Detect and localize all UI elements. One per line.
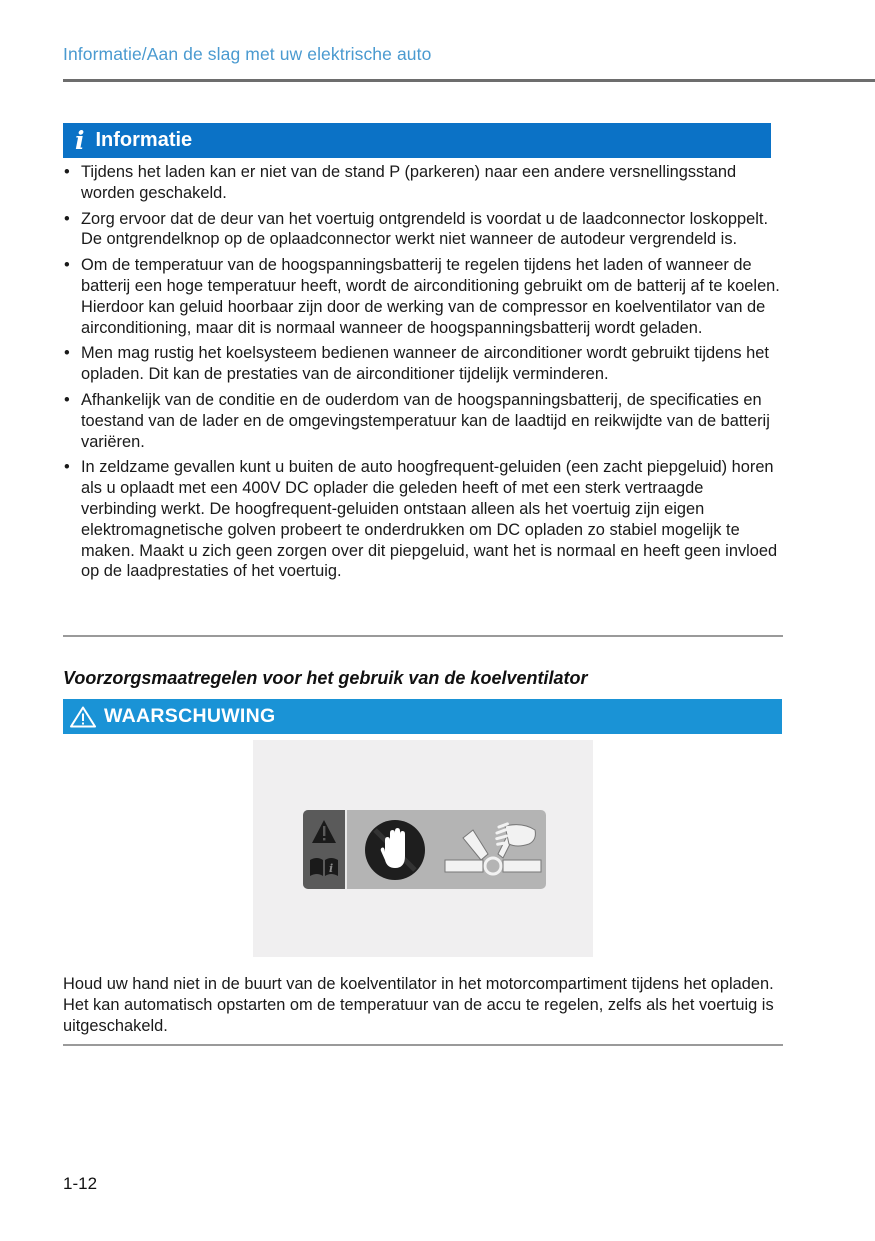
info-bullet-list [63,162,783,587]
info-box-title: Informatie [95,129,193,151]
info-icon: i [75,126,85,155]
info-bullet-item: • In zeldzame gevallen kunt u buiten de auto hoogfrequent-geluiden (een zacht piepgeluid) horen als u oplaadt met een 400V DC oplader die geleden heeft of met een sterk vertraagde verbinding werkt. De hoogfrequent-geluiden ontstaan alleen als het voertuig zijn eigen elektromagnetische golven probeert te onderdrukken om DC opladen zo stabiel mogelijk te maken. Maakt u zich geen zorgen over dit piepgeluid, want het is normaal en heeft geen invloed op de laadprestaties of het voertuig. [63,457,783,582]
header-rule [63,79,875,82]
svg-text:i: i [329,862,334,875]
warning-body-text: Houd uw hand niet in de buurt van de koelventilator in het motorcompartiment tijdens het opladen. Het kan automatisch opstarten om de temperatuur van de accu te regelen, zelfs als het voertuig is uitgeschakeld. [63,975,774,1035]
warning-label-figure [253,740,593,957]
warning-and-manual-icons [303,810,345,889]
page-number: 1-12 [63,1174,98,1193]
label-left-strip [303,810,347,889]
warning-box-title: WAARSCHUWING [104,705,276,727]
warning-triangle-icon [312,820,336,843]
warning-triangle-icon [70,706,96,728]
info-bullet-item: • Om de temperatuur van de hoogspanningsbatterij te regelen tijdens het laden of wanneer de batterij een hoge temperatuur heeft, wordt de airconditioning gebruikt om de batterij af te koelen. Hierdoor kan geluid hoorbaar zijn door de werking van de compressor en koelventilator van de airconditioning, maar dit is normaal wanneer de hoogspanningsbatterij wordt geladen. [63,255,783,338]
no-hand-prohibition-icon [363,818,427,882]
info-bullet-item: • Afhankelijk van de conditie en de ouderdom van de hoogspanningsbatterij, de specificaties en toestand van de lader en de omgevingstemperatuur kan de laadtijd en reikwijdte van de batterij variëren. [63,390,783,452]
info-bullet-item: • Zorg ervoor dat de deur van het voertuig ontgrendeld is voordat u de laadconnector loskoppelt. De ontgrendelknop op de oplaadconnector werkt niet wanneer de autodeur vergrendeld is. [63,209,783,251]
info-bullet-item: • Tijdens het laden kan er niet van de stand P (parkeren) naar een andere versnellingsstand worden geschakeld. [63,162,783,204]
info-box-bottom-rule [63,635,783,637]
fan-hand-hazard-icon [443,820,543,882]
manual-info-book-icon [310,858,338,876]
info-bullet-item: • Men mag rustig het koelsysteem bedienen wanneer de airconditioner wordt gebruikt tijdens het opladen. Dit kan de prestaties van de airconditioner tijdelijk verminderen. [63,343,783,385]
running-header-title: Informatie/Aan de slag met uw elektrische auto [63,44,432,64]
section-heading: Voorzorgsmaatregelen voor het gebruik van de koelventilator [63,668,588,688]
warning-box-bottom-rule [63,1044,783,1046]
warning-box-header [63,699,782,734]
warning-label-plate [303,810,546,889]
info-box-header [63,123,771,158]
